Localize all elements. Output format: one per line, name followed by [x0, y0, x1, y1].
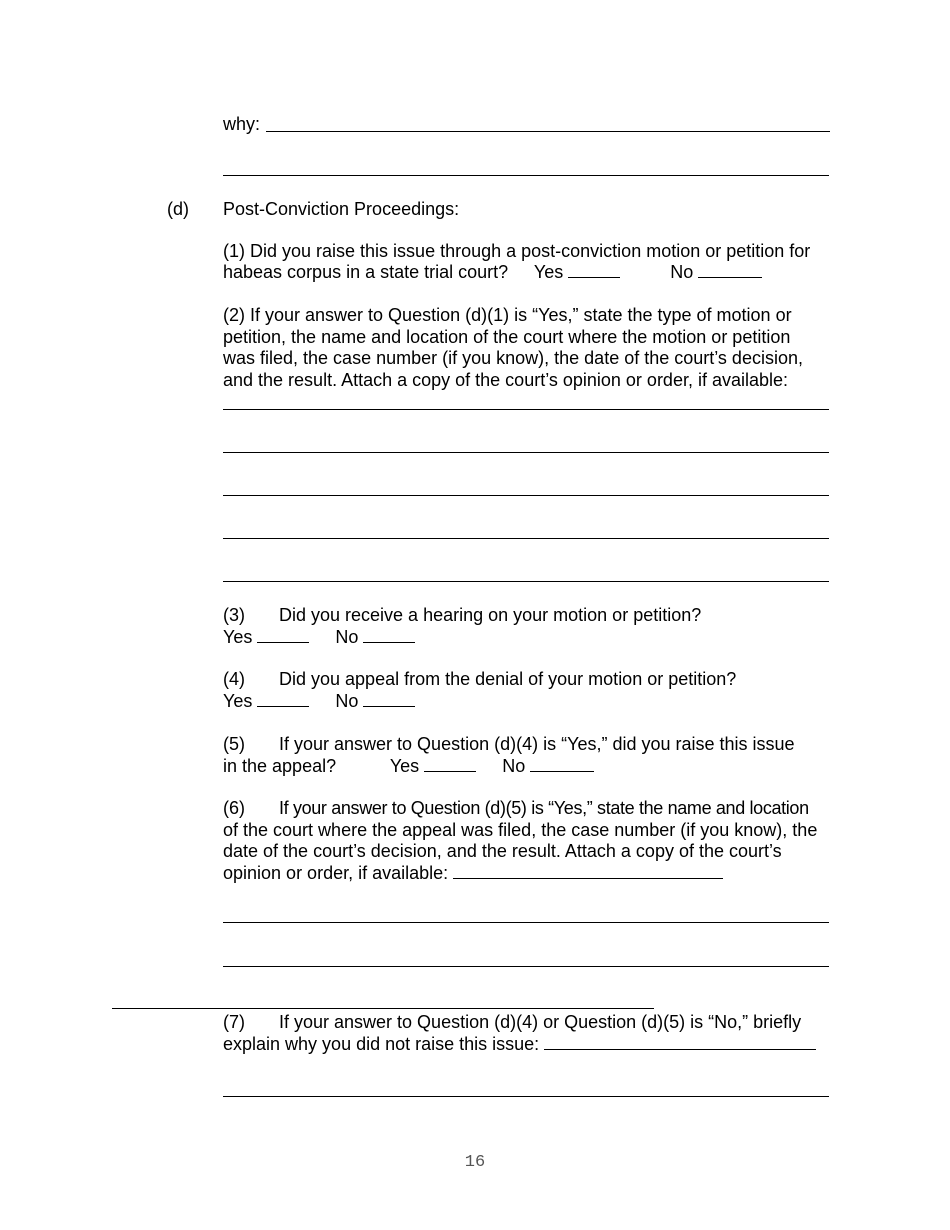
- q2-line1: (2) If your answer to Question (d)(1) is “Yes,” state the type of motion or: [223, 305, 792, 325]
- q5-line1: [223, 734, 795, 755]
- q2-answer-line-1[interactable]: [223, 409, 829, 410]
- why-label: why:: [223, 114, 261, 134]
- q3-no-blank[interactable]: [363, 628, 415, 643]
- q4-yes-blank[interactable]: [257, 692, 309, 707]
- q2-answer-line-5[interactable]: [223, 581, 829, 582]
- q2-answer-line-4[interactable]: [223, 538, 829, 539]
- q6-text: If your answer to Question (d)(5) is “Yes,” state the name and location: [279, 798, 809, 818]
- q5-number: (5): [223, 734, 245, 754]
- q6-line4: [223, 863, 723, 884]
- q3-yes-blank[interactable]: [257, 628, 309, 643]
- footnote-separator: [112, 1008, 654, 1009]
- q5-line2: [223, 756, 594, 777]
- q2-line2: petition, the name and location of the court where the motion or petition: [223, 327, 791, 347]
- q7-number: (7): [223, 1012, 245, 1032]
- q6-line2: of the court where the appeal was filed, the case number (if you know), the: [223, 820, 818, 840]
- q3-line1: [223, 605, 701, 626]
- q2-answer-line-3[interactable]: [223, 495, 829, 496]
- q7-question-text: explain why you did not raise this issue:: [223, 1034, 540, 1054]
- q5-question-text: in the appeal?: [223, 756, 337, 776]
- q1-line1: (1) Did you raise this issue through a post-conviction motion or petition for: [223, 241, 811, 261]
- why-answer-line-2[interactable]: [223, 175, 829, 176]
- q4-yes-label: Yes: [223, 691, 253, 711]
- q5-yes-label: Yes: [389, 756, 420, 776]
- q7-answer-line-1[interactable]: [223, 1096, 829, 1097]
- q2-line4: and the result. Attach a copy of the court’s opinion or order, if available:: [223, 370, 789, 390]
- q7-line1: [223, 1012, 801, 1033]
- q5-text: If your answer to Question (d)(4) is “Yes,” did you raise this issue: [279, 734, 795, 754]
- q4-number: (4): [223, 669, 245, 689]
- q1-no-blank[interactable]: [698, 263, 762, 278]
- q1-question-text: habeas corpus in a state trial court?: [223, 262, 509, 282]
- section-letter: (d): [167, 199, 189, 219]
- q1-line2: [223, 262, 762, 283]
- q3-yes-label: Yes: [223, 627, 253, 647]
- q7-answer-blank[interactable]: [544, 1035, 816, 1050]
- q1-yes-label: Yes: [533, 262, 564, 282]
- q4-answers: [223, 691, 415, 712]
- q4-line1: [223, 669, 736, 690]
- q6-line3: date of the court’s decision, and the result. Attach a copy of the court’s: [223, 841, 782, 861]
- q3-no-label: No: [335, 627, 359, 647]
- why-answer-line[interactable]: [266, 131, 830, 132]
- q1-no-label: No: [670, 262, 694, 282]
- q3-number: (3): [223, 605, 245, 625]
- q6-answer-line-2[interactable]: [223, 966, 829, 967]
- q4-no-blank[interactable]: [363, 692, 415, 707]
- q6-answer-line-1[interactable]: [223, 922, 829, 923]
- q5-no-blank[interactable]: [530, 757, 594, 772]
- q4-text: Did you appeal from the denial of your motion or petition?: [279, 669, 737, 689]
- q5-no-label: No: [502, 756, 526, 776]
- q3-text: Did you receive a hearing on your motion or petition?: [279, 605, 702, 625]
- q3-answers: [223, 627, 415, 648]
- q7-text: If your answer to Question (d)(4) or Question (d)(5) is “No,” briefly: [279, 1012, 802, 1032]
- q6-line1: [223, 798, 838, 819]
- q6-answer-blank[interactable]: [453, 864, 723, 879]
- q2-answer-line-2[interactable]: [223, 452, 829, 453]
- q5-yes-blank[interactable]: [424, 757, 476, 772]
- q4-no-label: No: [335, 691, 359, 711]
- q7-line2: [223, 1034, 816, 1055]
- q1-yes-blank[interactable]: [568, 263, 620, 278]
- page-number: 16: [464, 1153, 486, 1172]
- section-heading: Post-Conviction Proceedings:: [223, 199, 460, 219]
- q6-question-text: opinion or order, if available:: [223, 863, 449, 883]
- q6-number: (6): [223, 798, 245, 818]
- q2-line3: was filed, the case number (if you know), the date of the court’s decision,: [223, 348, 803, 368]
